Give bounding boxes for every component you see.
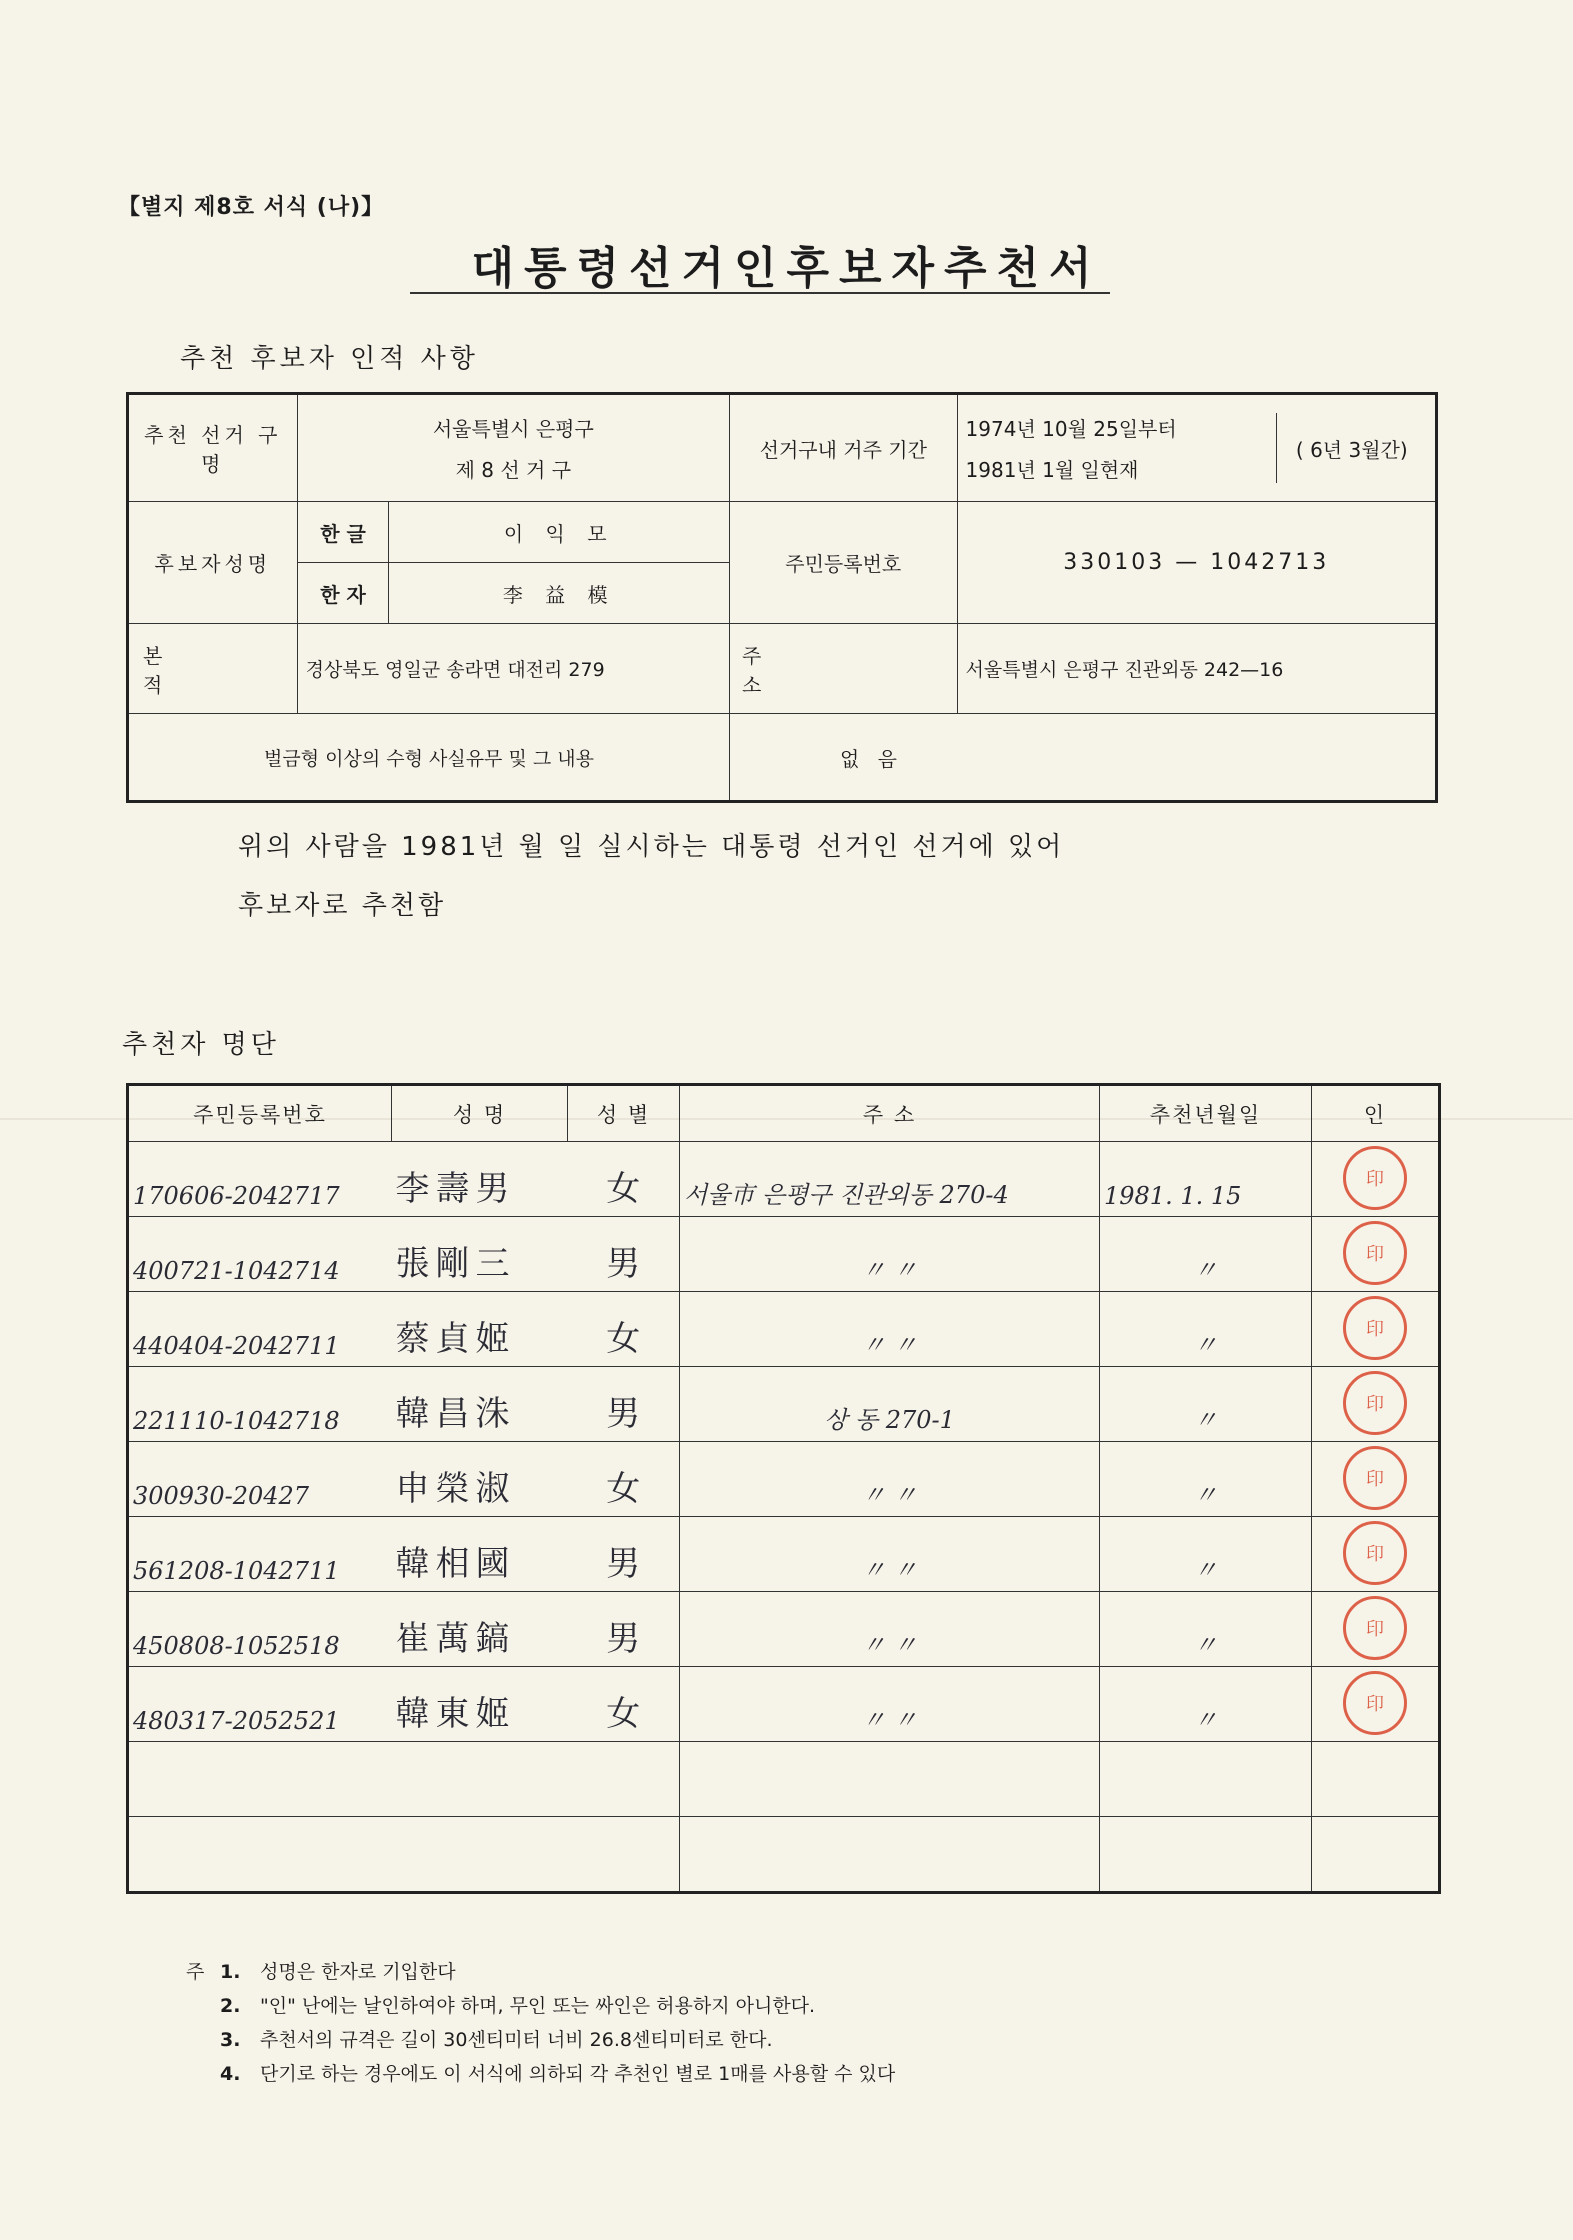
candidate-info-table xyxy=(126,392,1438,803)
recommender-date: 〃 xyxy=(1193,1556,1218,1584)
recommender-sex: 男 xyxy=(606,1394,641,1434)
recommender-sex: 男 xyxy=(606,1544,641,1584)
hanja-name: 李 益 模 xyxy=(389,563,730,624)
note-number: 3. xyxy=(220,2029,241,2051)
recommender-name: 韓相國 xyxy=(395,1544,516,1584)
district-value: 서울특별시 은평구 제 8 선 거 구 xyxy=(297,394,729,502)
notes-mark: 주 xyxy=(186,1961,205,1983)
seal-stamp: 印 xyxy=(1343,1296,1407,1360)
recommender-sex: 女 xyxy=(606,1169,641,1209)
recommender-id: 440404-2042711 xyxy=(133,1332,340,1360)
section-candidate-heading: 추천 후보자 인적 사항 xyxy=(180,344,479,374)
recommender-id: 170606-2042717 xyxy=(133,1182,340,1210)
notes-section xyxy=(186,1955,895,2091)
residence-value: 1974년 10월 25일부터 1981년 1월 일현재 ( 6년 3월간) xyxy=(957,394,1436,502)
seal-stamp: 印 xyxy=(1343,1671,1407,1735)
recommender-address: 〃 〃 xyxy=(861,1556,918,1584)
recommender-address: 〃 〃 xyxy=(861,1481,918,1509)
recommender-name: 蔡貞姬 xyxy=(395,1319,516,1359)
recommender-address: 서울市 은평구 진관외동 270-4 xyxy=(684,1181,1009,1209)
seal-stamp: 印 xyxy=(1343,1521,1407,1585)
table-row xyxy=(128,1817,1440,1893)
recommender-date: 〃 xyxy=(1193,1481,1218,1509)
seal-stamp: 印 xyxy=(1343,1446,1407,1510)
recommender-id: 400721-1042714 xyxy=(133,1257,340,1285)
note-text: 추천서의 규격은 길이 30센티미터 너비 26.8센티미터로 한다. xyxy=(260,2029,773,2051)
table-row xyxy=(128,1592,1440,1667)
note-number: 1. xyxy=(220,1961,241,1983)
recommender-address: 〃 〃 xyxy=(861,1256,918,1284)
hangul-name: 이 익 모 xyxy=(389,502,730,563)
recommender-sex: 女 xyxy=(606,1319,641,1359)
recommender-id: 561208-1042711 xyxy=(133,1557,340,1585)
recommender-address: 〃 〃 xyxy=(861,1706,918,1734)
candidate-address: 서울특별시 은평구 진관외동 242—16 xyxy=(957,624,1436,714)
seal-stamp: 印 xyxy=(1343,1371,1407,1435)
origin-value: 경상북도 영일군 송라면 대전리 279 xyxy=(297,624,729,714)
recommender-date: 〃 xyxy=(1193,1331,1218,1359)
address-label: 주 소 xyxy=(729,624,957,714)
recommender-name: 申榮淑 xyxy=(395,1469,516,1509)
note-text: "인" 난에는 날인하여야 하며, 무인 또는 싸인은 허용하지 아니한다. xyxy=(260,1995,816,2017)
table-row xyxy=(128,1292,1440,1367)
recommender-name: 張剛三 xyxy=(395,1244,516,1284)
recommenders-table xyxy=(126,1083,1441,1894)
recommender-date: 〃 xyxy=(1193,1631,1218,1659)
recommender-name: 李壽男 xyxy=(395,1169,516,1209)
statement-line-2: 후보자로 추천함 xyxy=(238,891,447,921)
seal-stamp: 印 xyxy=(1343,1596,1407,1660)
form-label: 【별지 제8호 서식 (나)】 xyxy=(118,195,385,220)
note-text: 성명은 한자로 기입한다 xyxy=(260,1961,456,1983)
recommender-date: 〃 xyxy=(1193,1706,1218,1734)
candidate-name-label: 후보자성명 xyxy=(128,502,298,624)
recommender-sex: 男 xyxy=(606,1244,641,1284)
seal-stamp: 印 xyxy=(1343,1221,1407,1285)
table-row xyxy=(128,1142,1440,1217)
penalty-value: 없 음 xyxy=(729,714,1436,802)
recommender-address: 〃 〃 xyxy=(861,1331,918,1359)
origin-label: 본 적 xyxy=(128,624,298,714)
table-row xyxy=(128,1742,1440,1817)
recommender-address: 〃 〃 xyxy=(861,1631,918,1659)
section-recommenders-heading: 추천자 명단 xyxy=(122,1030,280,1060)
recommender-name: 崔萬鎬 xyxy=(395,1619,516,1659)
note-text: 단기로 하는 경우에도 이 서식에 의하되 각 추천인 별로 1매를 사용할 수 있다 xyxy=(260,2063,896,2085)
title-underline xyxy=(410,292,1110,294)
table-row xyxy=(128,1442,1440,1517)
recommender-sex: 女 xyxy=(606,1469,641,1509)
recommender-id: 300930-20427 xyxy=(133,1482,310,1510)
header-address: 주 소 xyxy=(680,1085,1100,1142)
recommender-date: 1981. 1. 15 xyxy=(1104,1182,1242,1210)
candidate-id-number: 330103 — 1042713 xyxy=(957,502,1436,624)
hangul-label: 한 글 xyxy=(297,502,389,563)
header-name: 성 명 xyxy=(392,1085,568,1142)
recommender-name: 韓東姬 xyxy=(395,1694,516,1734)
note-number: 4. xyxy=(220,2063,241,2085)
recommender-id: 450808-1052518 xyxy=(133,1632,340,1660)
header-date: 추천년월일 xyxy=(1100,1085,1312,1142)
note-number: 2. xyxy=(220,1995,241,2017)
recommender-id: 480317-2052521 xyxy=(133,1707,340,1735)
recommender-address: 상 동 270-1 xyxy=(824,1406,955,1434)
table-row xyxy=(128,1517,1440,1592)
recommender-date: 〃 xyxy=(1193,1256,1218,1284)
recommender-sex: 女 xyxy=(606,1694,641,1734)
recommender-name: 韓昌洙 xyxy=(395,1394,516,1434)
recommender-id: 221110-1042718 xyxy=(133,1407,340,1435)
table-row xyxy=(128,1667,1440,1742)
header-seal: 인 xyxy=(1312,1085,1440,1142)
document-title: 대통령선거인후보자추천서 xyxy=(471,243,1102,294)
table-row xyxy=(128,1217,1440,1292)
statement-line-1: 위의 사람을 1981년 월 일 실시하는 대통령 선거인 선거에 있어 xyxy=(238,832,1065,862)
recommender-sex: 男 xyxy=(606,1619,641,1659)
header-id: 주민등록번호 xyxy=(128,1085,392,1142)
header-sex: 성 별 xyxy=(568,1085,680,1142)
recommender-date: 〃 xyxy=(1193,1406,1218,1434)
penalty-label: 벌금형 이상의 수형 사실유무 및 그 내용 xyxy=(128,714,730,802)
district-label: 추천 선거 구명 xyxy=(128,394,298,502)
id-label: 주민등록번호 xyxy=(729,502,957,624)
recommenders-body xyxy=(128,1142,1440,1893)
hanja-label: 한 자 xyxy=(297,563,389,624)
table-row xyxy=(128,1367,1440,1442)
residence-label: 선거구내 거주 기간 xyxy=(729,394,957,502)
seal-stamp: 印 xyxy=(1343,1146,1407,1210)
